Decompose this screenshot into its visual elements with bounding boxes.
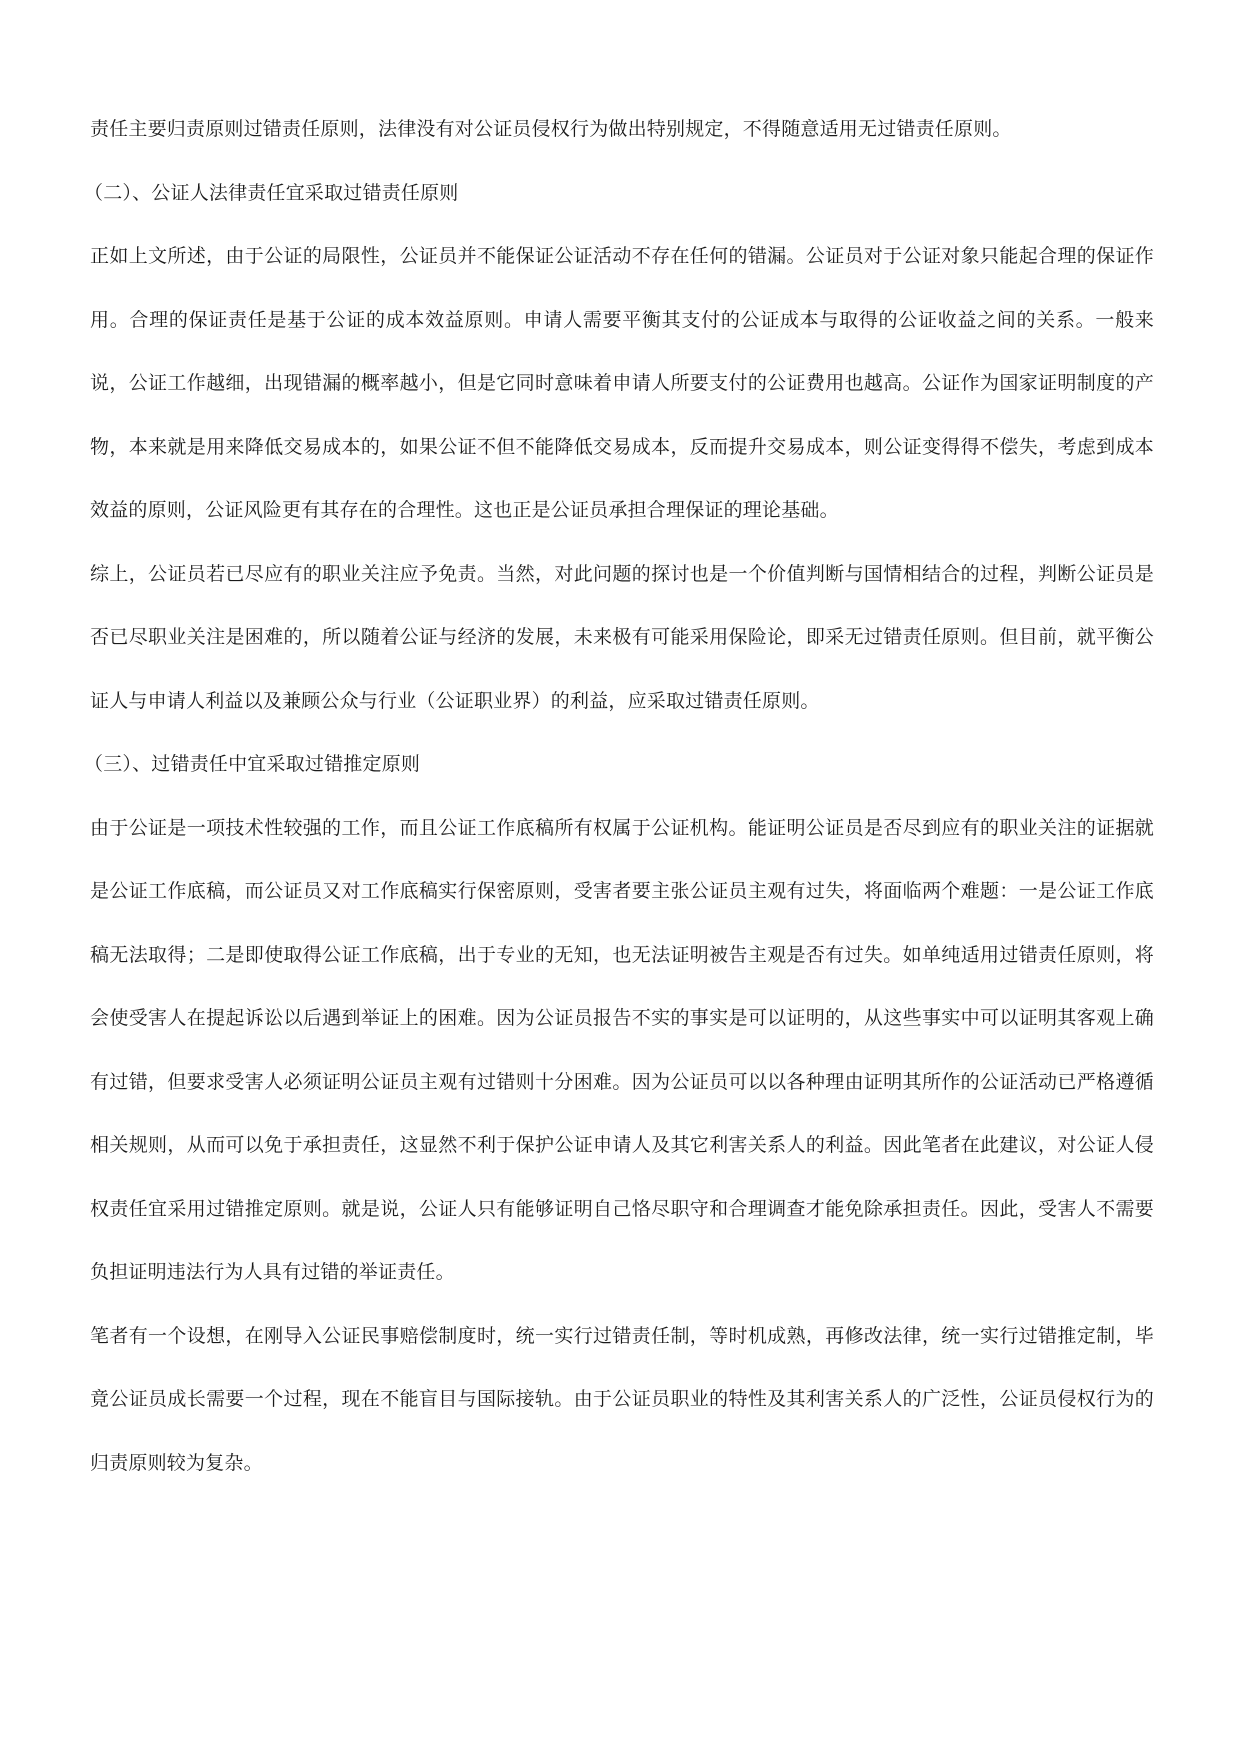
section-heading-3: （三）、过错责任中宜采取过错推定原则: [84, 753, 421, 775]
paragraph-continuation: 责任主要归责原则过错责任原则，法律没有对公证员侵权行为做出特别规定，不得随意适用无过错责任原则。: [90, 118, 1012, 140]
paragraph-limitations: 正如上文所述，由于公证的局限性，公证员并不能保证公证活动不存在任何的错漏。公证员对于公证对象只能起合理的保证作用。合理的保证责任是基于公证的成本效益原则。申请人需要平衡其支付的公证成本与取得的公证收益之间的关系。一般来说，公证工作越细，出现错漏的概率越小，但是它同时意味着申请人所要支付的公证费用也越高。公证作为国家证明制度的产物，本来就是用来降低交易成本的，如果公证不但不能降低交易成本，反而提升交易成本，则公证变得得不偿失，考虑到成本效益的原则，公证风险更有其存在的合理性。这也正是公证员承担合理保证的理论基础。: [90, 245, 1154, 521]
paragraph-presumption: 由于公证是一项技术性较强的工作，而且公证工作底稿所有权属于公证机构。能证明公证员是否尽到应有的职业关注的证据就是公证工作底稿，而公证员又对工作底稿实行保密原则，受害者要主张公证员主观有过失，将面临两个难题：一是公证工作底稿无法取得；二是即使取得公证工作底稿，出于专业的无知，也无法证明被告主观是否有过失。如单纯适用过错责任原则，将会使受害人在提起诉讼以后遇到举证上的困难。因为公证员报告不实的事实是可以证明的，从这些事实中可以证明其客观上确有过错，但要求受害人必须证明公证员主观有过错则十分困难。因为公证员可以以各种理由证明其所作的公证活动已严格遵循相关规则，从而可以免于承担责任，这显然不利于保护公证申请人及其它利害关系人的利益。因此笔者在此建议，对公证人侵权责任宜采用过错推定原则。就是说，公证人只有能够证明自己恪尽职守和合理调查才能免除承担责任。因此，受害人不需要负担证明违法行为人具有过错的举证责任。: [90, 816, 1154, 1283]
paragraph-conclusion: 综上，公证员若已尽应有的职业关注应予免责。当然，对此问题的探讨也是一个价值判断与国情相结合的过程，判断公证员是否已尽职业关注是困难的，所以随着公证与经济的发展，未来极有可能采用保险论，即采无过错责任原则。但目前，就平衡公证人与申请人利益以及兼顾公众与行业（公证职业界）的利益，应采取过错责任原则。: [90, 562, 1154, 712]
paragraph-proposal: 笔者有一个设想，在刚导入公证民事赔偿制度时，统一实行过错责任制，等时机成熟，再修改法律，统一实行过错推定制，毕竟公证员成长需要一个过程，现在不能盲目与国际接轨。由于公证员职业的特性及其利害关系人的广泛性，公证员侵权行为的归责原则较为复杂。: [90, 1324, 1154, 1474]
document-body: [84, 98, 1154, 1495]
section-heading-2: （二）、公证人法律责任宜采取过错责任原则: [84, 181, 459, 204]
